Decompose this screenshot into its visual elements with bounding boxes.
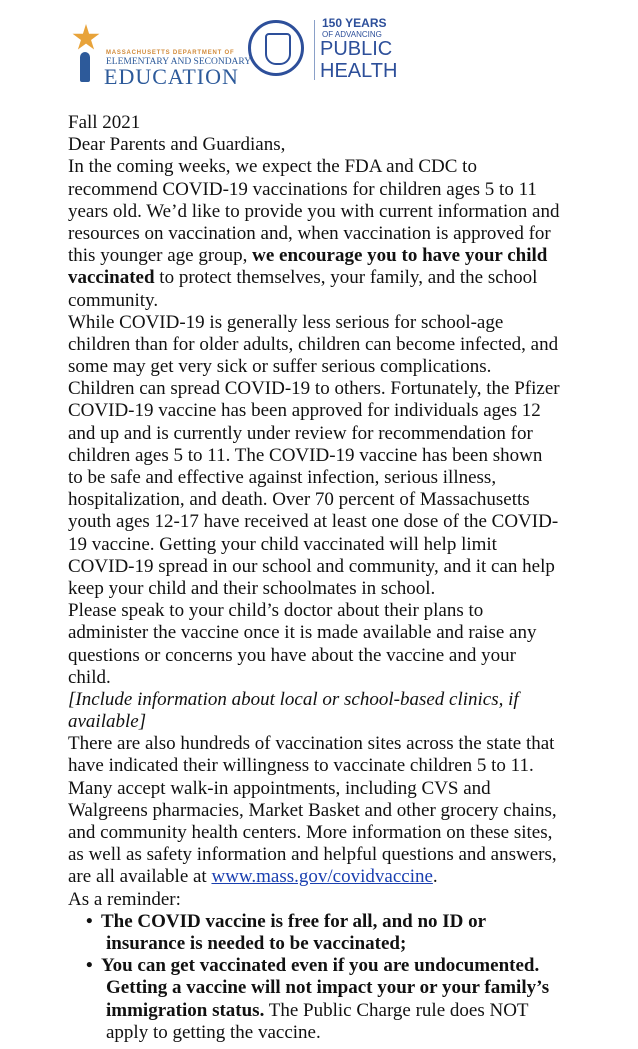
text-segment: some may get very sick or suffer serious complications. [68,356,492,378]
text-segment: Dear Parents and Guardians, [68,134,286,156]
text-line [68,334,628,356]
text-line [68,600,628,622]
text-line [68,733,628,755]
text-line [68,179,628,201]
text-line [68,889,628,911]
text-line [68,755,628,777]
text-segment: COVID-19 vaccine has been approved for individuals ages 12 [68,400,541,422]
text-line [68,423,628,445]
text-line [68,134,628,156]
bullet-icon: • [86,955,93,977]
text-line [68,356,628,378]
text-segment: apply to getting the vaccine. [106,1021,321,1043]
text-segment: Many accept walk-in appointments, including CVS and [68,777,491,799]
text-segment: child. [68,666,111,688]
text-line [68,1000,628,1022]
text-segment: The Public Charge rule does NOT [264,999,529,1021]
text-line [68,201,628,223]
text-segment: youth ages 12-17 have received at least one dose of the COVID- [68,511,559,533]
text-segment: are all available at [68,866,212,888]
logo-divider [314,20,315,80]
letterhead [68,14,398,89]
text-segment: years old. We’d like to provide you with current information and [68,200,560,222]
text-line [68,977,628,999]
text-segment: Children can spread COVID-19 to others. Fortunately, the Pfizer [68,378,560,400]
text-line [68,645,628,667]
text-segment: insurance is needed to be vaccinated; [106,932,407,954]
text-line [68,822,628,844]
text-segment: to protect themselves, your family, and the school [154,267,538,289]
text-segment: have indicated their willingness to vaccinate children 5 to 11. [68,755,534,777]
text-segment: In the coming weeks, we expect the FDA and CDC to [68,156,477,178]
text-line [68,445,628,467]
star-icon [72,24,100,52]
text-line [68,866,628,888]
text-segment: [Include information about local or school-based clinics, if [68,688,519,710]
dph-logo-line2: OF ADVANCING [322,30,382,39]
text-line [68,290,628,312]
text-segment: COVID-19 spread in our school and community, and it can help [68,555,555,577]
ese-logo-line1: MASSACHUSETTS DEPARTMENT OF [106,50,235,56]
text-line [68,534,628,556]
bullet-item [68,955,628,977]
text-segment: hospitalization, and death. Over 70 percent of Massachusetts [68,489,530,511]
text-line [68,689,628,711]
text-segment: As a reminder: [68,888,181,910]
text-line [68,556,628,578]
text-segment: and community health centers. More information on these sites, [68,822,553,843]
text-line [68,511,628,533]
text-segment: There are also hundreds of vaccination sites across the state that [68,733,555,755]
dph-logo-words [320,38,397,82]
letter-body [68,112,628,1044]
text-line [68,267,628,289]
text-segment: and up and is currently under review for recommendation for [68,422,533,444]
covid-vaccine-link[interactable]: www.mass.gov/covidvaccine [211,866,433,888]
person-icon [80,52,90,82]
text-line [68,667,628,689]
dph-logo-line3: PUBLIC [320,38,393,60]
text-segment: community. [68,289,159,311]
text-segment: Please speak to your child’s doctor about their plans to [68,600,484,622]
text-segment: You can get vaccinated even if you are undocumented. [101,955,540,977]
ese-logo-line2: ELEMENTARY AND SECONDARY [106,57,252,67]
text-segment: The COVID vaccine is free for all, and no ID or [101,910,487,932]
text-segment: Getting a vaccine will not impact your or your family’s [106,977,550,999]
text-line [68,156,628,178]
text-line [68,378,628,400]
text-line [68,778,628,800]
text-line [68,711,628,733]
text-line [68,933,628,955]
text-line [68,800,628,822]
text-segment: immigration status. [106,999,265,1021]
text-segment: children than for older adults, children can become infected, and [68,333,559,355]
text-line [68,223,628,245]
text-segment: available] [68,711,147,733]
dph-logo-line1: 150 YEARS [322,16,387,30]
text-line [68,844,628,866]
text-line [68,467,628,489]
text-segment: children ages 5 to 11. The COVID-19 vaccine has been shown [68,444,543,466]
text-line [68,112,628,134]
text-segment: we encourage you to have your child [252,245,548,267]
text-segment: as well as safety information and helpful questions and answers, [68,844,557,866]
text-segment: questions or concerns you have about the vaccine and your [68,644,516,666]
text-line [68,578,628,600]
text-segment: recommend COVID-19 vaccinations for children ages 5 to 11 [68,178,537,200]
text-segment: . [432,866,438,888]
text-segment: Fall 2021 [68,112,141,133]
text-segment: While COVID-19 is generally less serious for school-age [68,311,504,333]
text-segment: vaccinated [68,267,155,289]
dph-logo-line4: HEALTH [320,60,398,82]
ese-logo-line3: EDUCATION [104,64,239,89]
text-line [68,489,628,511]
text-line [68,400,628,422]
text-line [68,245,628,267]
text-segment: resources on vaccination and, when vaccination is approved for [68,222,551,244]
text-segment: Walgreens pharmacies, Market Basket and other grocery chains, [68,799,557,821]
bullet-item [68,911,628,933]
text-segment: to be safe and effective against infection, serious illness, [68,467,497,488]
text-segment: this younger age group, [68,245,253,267]
text-segment: 19 vaccine. Getting your child vaccinated will help limit [68,533,497,555]
text-segment: administer the vaccine once it is made available and raise any [68,622,537,644]
commonwealth-seal-icon [248,20,304,76]
text-line [68,312,628,334]
text-line [68,1022,628,1044]
bullet-icon: • [86,910,93,932]
text-line [68,622,628,644]
text-segment: keep your child and their schoolmates in school. [68,577,436,599]
